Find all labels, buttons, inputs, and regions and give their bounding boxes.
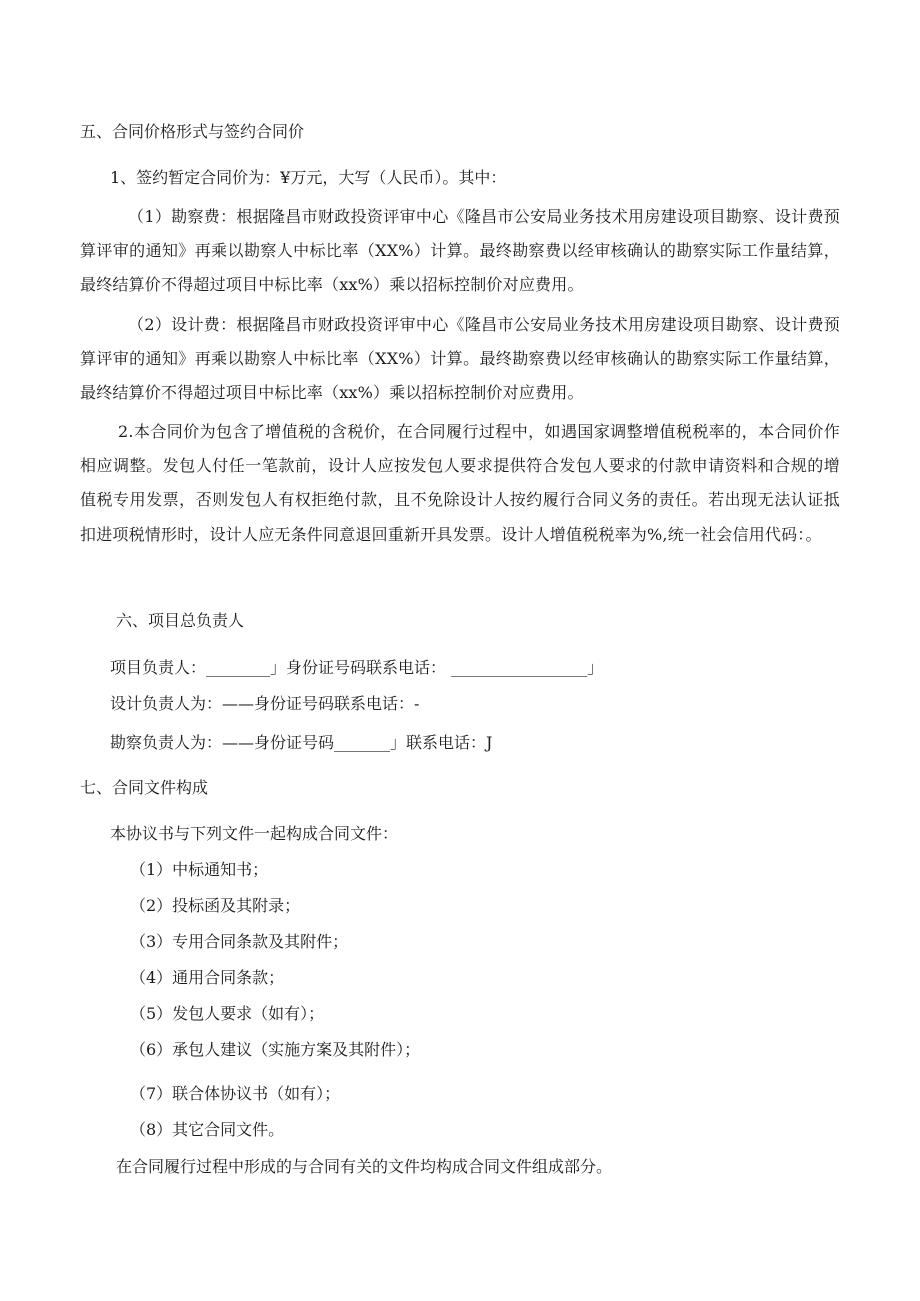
document-list-item: （8）其它合同文件。 (130, 1120, 285, 1139)
contract-price-item-2: 2.本合同价为包含了增值税的含税价，在合同履行过程中，如遇国家调整增值税税率的，本合同价作相应调整。发包人付任一笔款前，设计人应按发包人要求提供符合发包人要求的付款申请资料和合规的增值税专用发票，否则发包人有权拒绝付款，且不免除设计人按约履行合同义务的责任。若出现无法认证抵扣进项税情形时，设计人应无条件同意退回重新开具发票。设计人增值税税率为%,统一社会信用代码：。 (80, 422, 840, 544)
document-list-item: （7）联合体协议书（如有）； (130, 1084, 341, 1103)
document-list-item: （6）承包人建议（实施方案及其附件）； (130, 1040, 421, 1059)
document-list-item: （4）通用合同条款； (130, 968, 285, 987)
documents-closing: 在合同履行过程中形成的与合同有关的文件均构成合同文件组成部分。 (116, 1157, 613, 1176)
survey-fee-paragraph: （1）勘察费：根据隆昌市财政投资评审中心《隆昌市公安局业务技术用房建设项目勘察、设计费预算评审的通知》再乘以勘察人中标比率（XX%）计算。最终勘察费以经审核确认的勘察实际工作量结算，最终结算价不得超过项目中标比率（xx%）乘以招标控制价对应费用。 (80, 207, 840, 295)
section-6-heading: 六、项目总负责人 (116, 611, 245, 630)
document-list-item: （3）专用合同条款及其附件； (130, 932, 349, 951)
section-5-heading: 五、合同价格形式与签约合同价 (80, 122, 305, 141)
documents-intro: 本协议书与下列文件一起构成合同文件： (110, 824, 399, 843)
document-list-item: （1）中标通知书； (130, 860, 269, 879)
document-list-item: （2）投标函及其附录； (130, 896, 301, 915)
contract-price-item-1: 1、签约暂定合同价为：¥万元，大写（人民币）。其中： (110, 168, 507, 187)
design-lead-line: 设计负责人为：——身份证号码联系电话：- (110, 694, 420, 713)
design-fee-paragraph: （2）设计费：根据隆昌市财政投资评审中心《隆昌市公安局业务技术用房建设项目勘察、设计费预算评审的通知》再乘以勘察人中标比率（XX%）计算。最终勘察费以经审核确认的勘察实际工作量结算，最终结算价不得超过项目中标比率（xx%）乘以招标控制价对应费用。 (80, 315, 840, 403)
document-list-item: （5）发包人要求（如有）； (130, 1004, 325, 1023)
survey-lead-line: 勘察负责人为：——身份证号码_______」联系电话：J (110, 733, 493, 752)
section-7-heading: 七、合同文件构成 (80, 778, 209, 797)
project-lead-line: 项目负责人：________」身份证号码联系电话： _________________」 (110, 658, 604, 677)
